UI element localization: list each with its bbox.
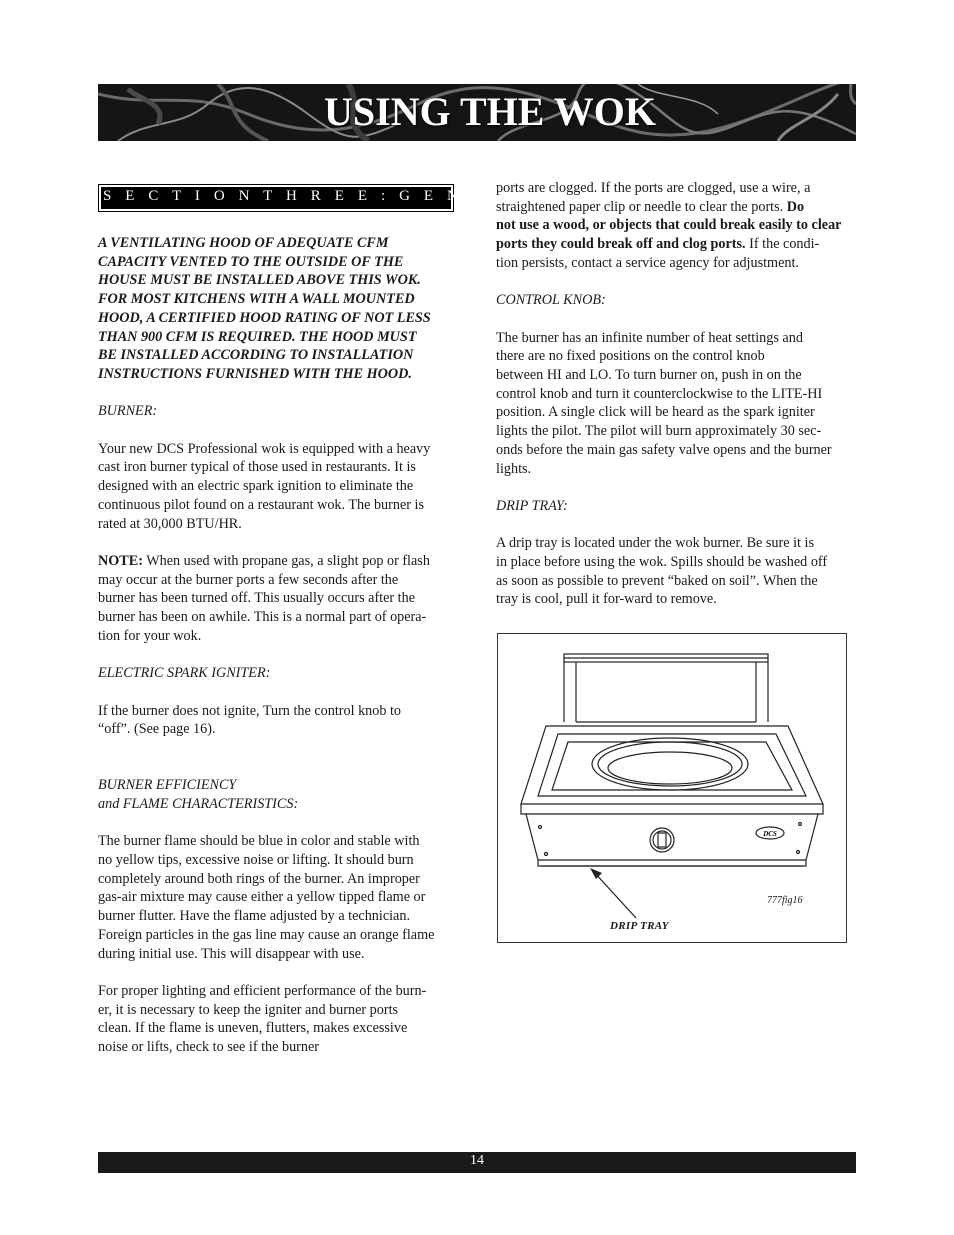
note-text-line: may occur at the burner ports a few seconds after the <box>98 571 399 588</box>
page-number: 14 <box>470 1153 484 1168</box>
igniter-heading: ELECTRIC SPARK IGNITER: <box>98 665 271 682</box>
warning-line: BE INSTALLED ACCORDING TO INSTALLATION <box>98 347 414 364</box>
igniter-text-line: “off”. (See page 16). <box>98 721 216 738</box>
page-title: USING THE WOK <box>324 89 656 134</box>
burner-text-line: cast iron burner typical of those used in restaurants. It is <box>98 459 416 476</box>
ports-text-line <box>496 216 858 235</box>
title-banner <box>98 84 856 141</box>
lighting-text-line: For proper lighting and efficient performance of the burn- <box>98 982 427 999</box>
flame-text-line: no yellow tips, excessive noise or lifting. It should burn <box>98 852 414 869</box>
right-column <box>496 179 858 609</box>
ports-text: If the condi- <box>745 236 820 253</box>
section-label <box>98 184 626 212</box>
knob-text-line: position. A single click will be heard as the spark igniter <box>496 404 815 421</box>
flame-text-line: gas-air mixture may cause either a yellow tipped flame or <box>98 889 426 906</box>
igniter-text-line: If the burner does not ignite, Turn the control knob to <box>98 702 402 719</box>
figure-code: 777fig16 <box>767 895 803 906</box>
footer-bar <box>98 1152 856 1173</box>
section-label-text: S E C T I O N T H R E E : G E N E R A L U S E <box>103 188 626 204</box>
flame-text-line: burner flutter. Have the flame adjusted by a technician. <box>98 908 410 925</box>
knob-text-line: lights the pilot. The pilot will burn approximately 30 sec- <box>496 423 822 440</box>
efficiency-heading-line-1: BURNER EFFICIENCY <box>98 777 237 794</box>
figure-caption: DRIP TRAY <box>610 920 669 932</box>
wok-illustration <box>497 633 847 943</box>
drip-text-line: tray is cool, pull it for-ward to remove. <box>496 591 717 608</box>
burner-text-line: designed with an electric spark ignition to eliminate the <box>98 478 414 495</box>
burner-text-line: continuous pilot found on a restaurant wok. The burner is <box>98 496 424 513</box>
burner-text-line: rated at 30,000 BTU/HR. <box>98 515 242 532</box>
knob-text-line: onds before the main gas safety valve opens and the burner <box>496 441 832 458</box>
knob-text-line: The burner has an infinite number of heat settings and <box>496 329 803 346</box>
knob-text-line: lights. <box>496 460 532 477</box>
note-text: When used with propane gas, a slight pop or flash <box>142 552 430 569</box>
note-text-line: burner has been on awhile. This is a normal part of opera- <box>98 609 427 626</box>
warning-line: HOUSE MUST BE INSTALLED ABOVE THIS WOK. <box>98 272 421 289</box>
lighting-text-line: clean. If the flame is uneven, flutters, makes excessive <box>98 1020 408 1037</box>
warning-line: CAPACITY VENTED TO THE OUTSIDE OF THE <box>98 253 404 270</box>
burner-text-line: Your new DCS Professional wok is equipped with a heavy <box>98 440 431 457</box>
ports-text-line: tion persists, contact a service agency for adjustment. <box>496 254 799 271</box>
ports-text-line <box>496 235 858 254</box>
knob-text-line: between HI and LO. To turn burner on, push in on the <box>496 367 802 383</box>
warning-line: HOOD, A CERTIFIED HOOD RATING OF NOT LESS <box>98 309 431 326</box>
drip-text-line: A drip tray is located under the wok burner. Be sure it is <box>496 535 814 552</box>
warning-line: A VENTILATING HOOD OF ADEQUATE CFM <box>98 235 389 251</box>
ports-text: straightened paper clip or needle to clear the ports. <box>496 198 787 215</box>
burner-heading: BURNER: <box>98 403 158 420</box>
lighting-text-line: noise or lifts, check to see if the burner <box>98 1039 320 1056</box>
drip-tray-heading: DRIP TRAY: <box>496 497 568 514</box>
warning-line: INSTRUCTIONS FURNISHED WITH THE HOOD. <box>98 365 412 382</box>
warning-line: FOR MOST KITCHENS WITH A WALL MOUNTED <box>98 291 415 308</box>
control-knob-heading: CONTROL KNOB: <box>496 292 606 309</box>
warning-line: THAN 900 CFM IS REQUIRED. THE HOOD MUST <box>98 328 417 345</box>
note-first-line <box>98 552 466 571</box>
ports-text-line: ports are clogged. If the ports are clogged, use a wire, a <box>496 180 811 196</box>
ports-warning-text: ports they could break off and clog ports. <box>496 236 746 253</box>
note-text-line: tion for your wok. <box>98 627 202 644</box>
dcs-logo-text: DCS <box>763 830 777 838</box>
note-text-line: burner has been turned off. This usually occurs after the <box>98 590 416 607</box>
knob-text-line: there are no fixed positions on the control knob <box>496 348 765 365</box>
efficiency-heading-line-2: and FLAME CHARACTERISTICS: <box>98 795 299 812</box>
flame-text-line: The burner flame should be blue in color and stable with <box>98 833 420 850</box>
flame-text-line: during initial use. This will disappear with use. <box>98 945 365 962</box>
ports-warning-text: not use a wood, or objects that could break easily to clear <box>496 217 842 234</box>
ventilation-warning <box>98 234 466 384</box>
left-column <box>98 234 466 1057</box>
flame-text-line: completely around both rings of the burner. An improper <box>98 870 420 887</box>
ports-warning-text: Do <box>786 198 805 215</box>
knob-text-line: control knob and turn it counterclockwise to the LITE-HI <box>496 385 823 402</box>
drip-text-line: as soon as possible to prevent “baked on soil”. When the <box>496 572 818 589</box>
flame-text-line: Foreign particles in the gas line may cause an orange flame <box>98 926 435 943</box>
lighting-text-line: er, it is necessary to keep the igniter and burner ports <box>98 1001 399 1018</box>
note-label: NOTE: <box>98 552 143 569</box>
drip-text-line: in place before using the wok. Spills should be washed off <box>496 554 828 570</box>
ports-text-line <box>496 198 858 217</box>
